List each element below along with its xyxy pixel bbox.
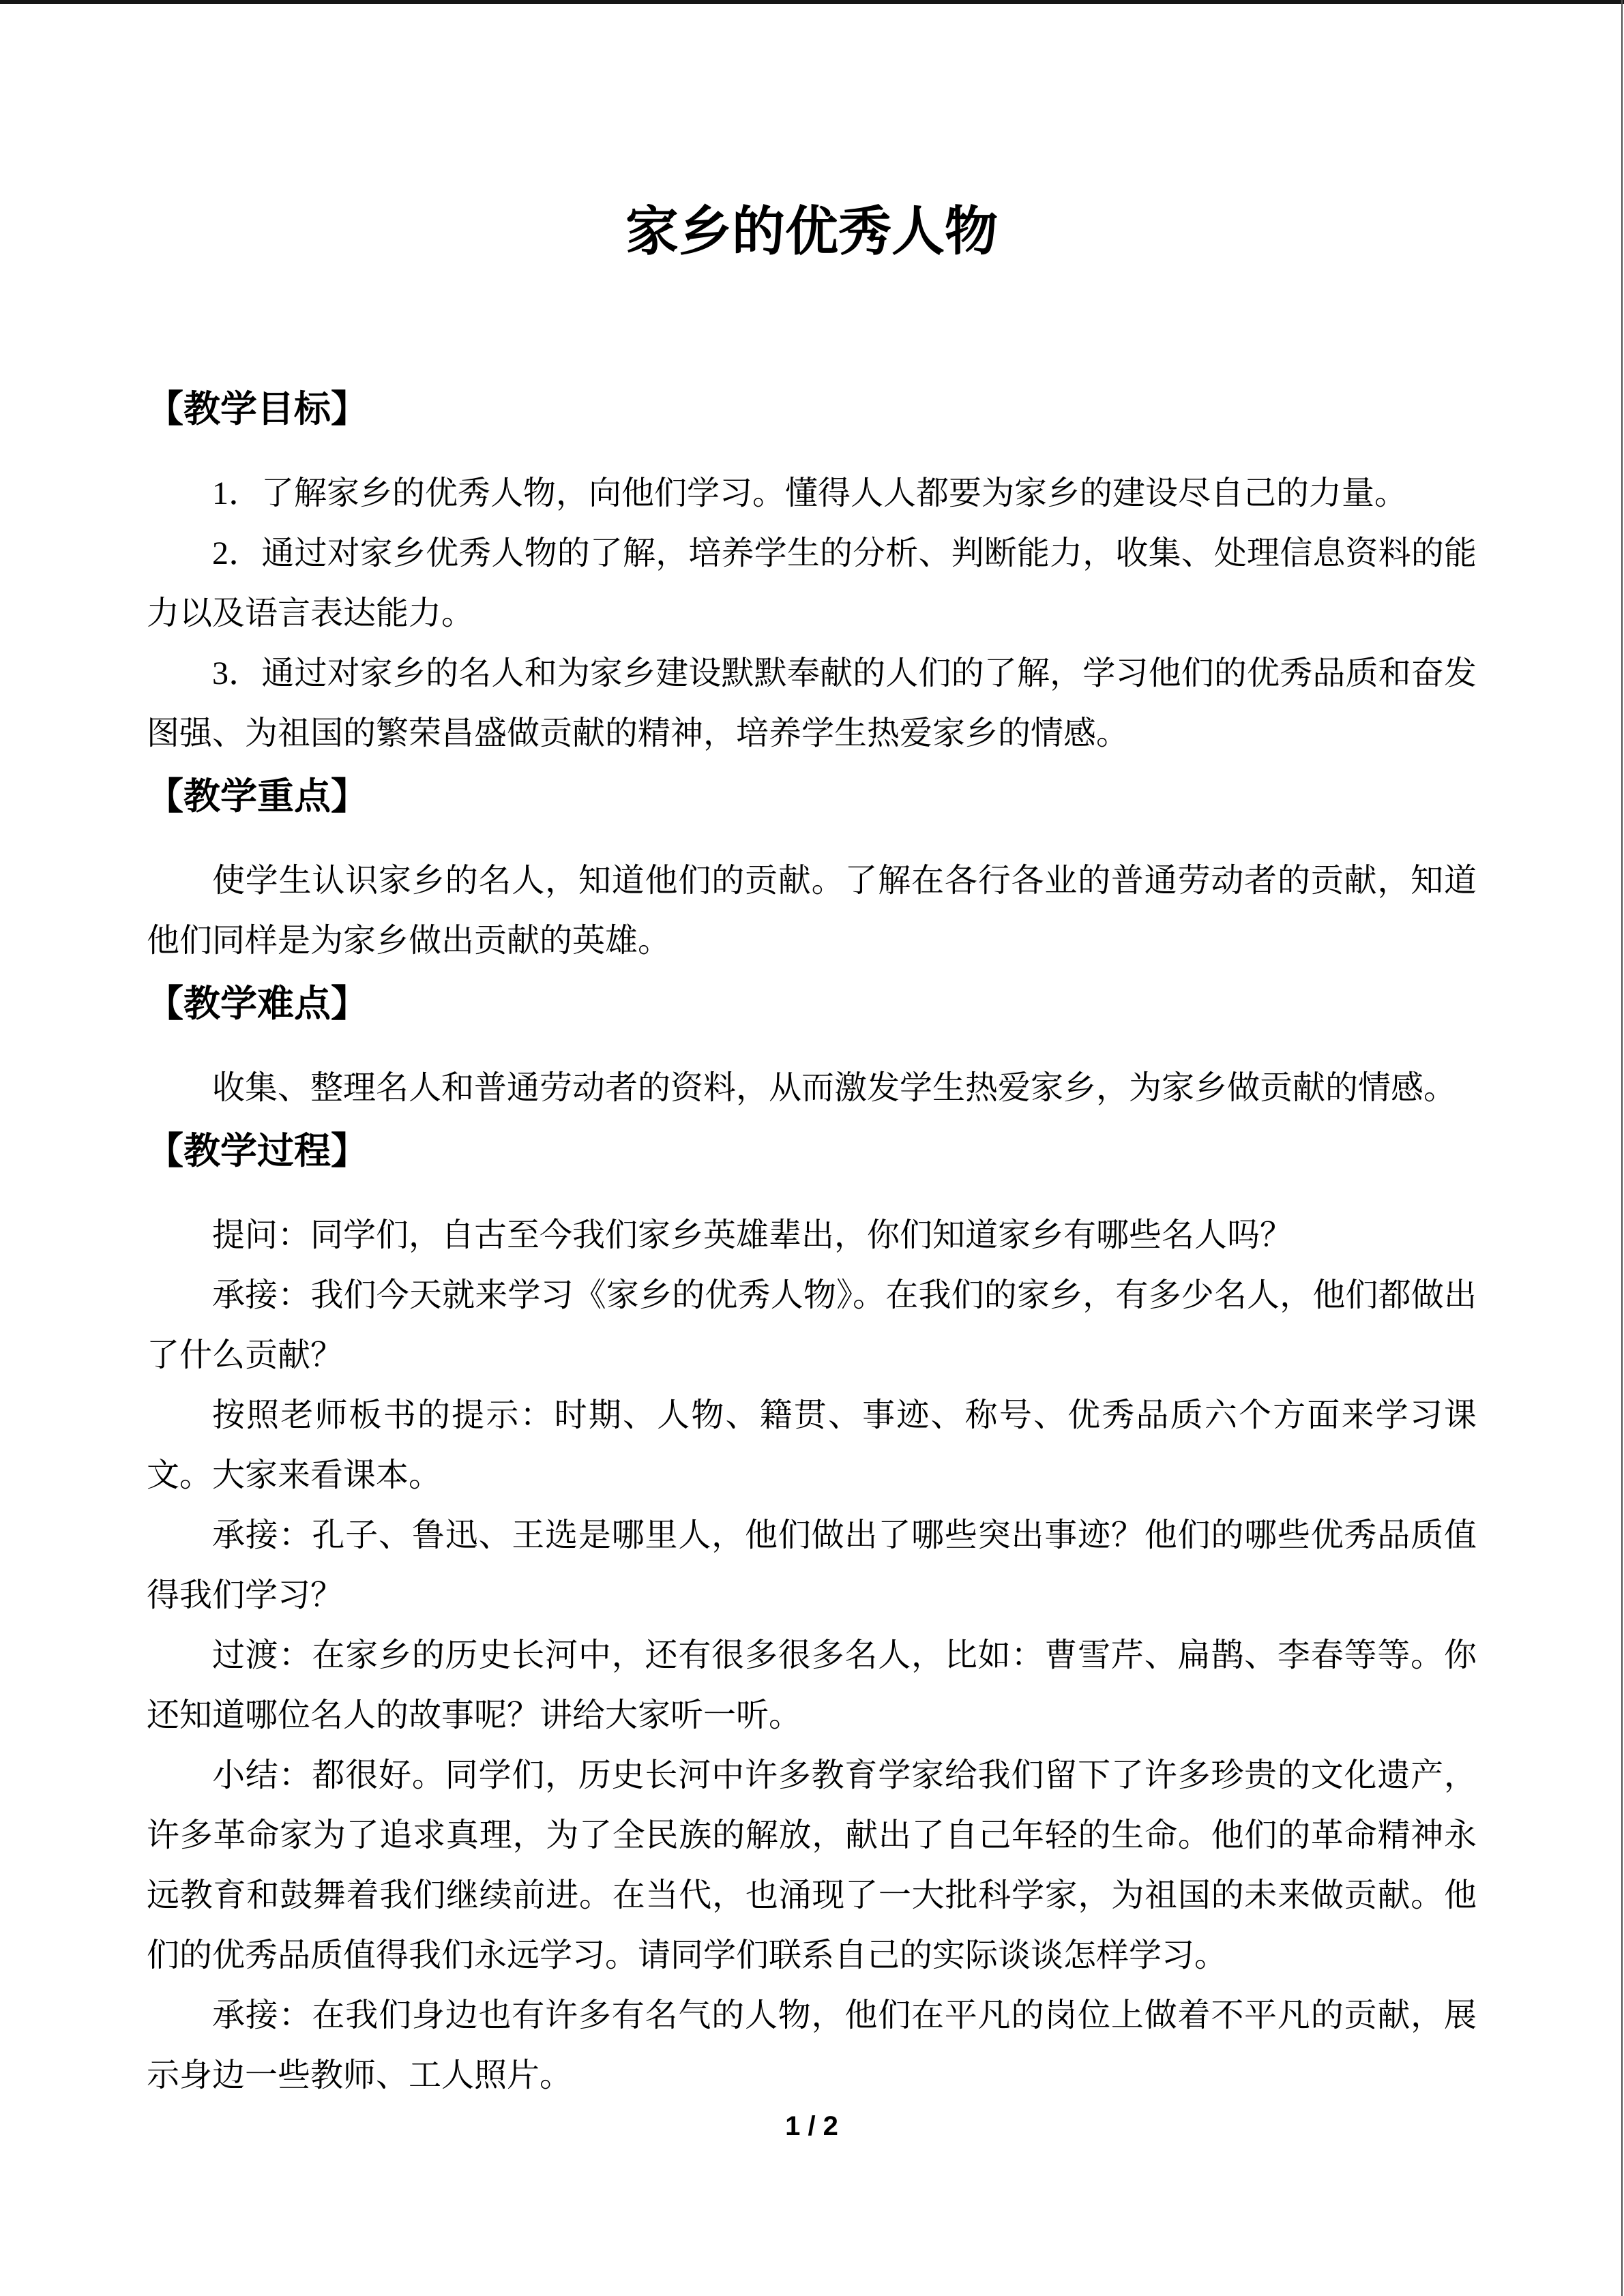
paragraph: 过渡：在家乡的历史长河中，还有很多很多名人，比如：曹雪芹、扁鹊、李春等等。你还知道哪位名人的故事呢？讲给大家听一听。 [147, 1637, 1477, 1733]
paragraph: 1．了解家乡的优秀人物，向他们学习。懂得人人都要为家乡的建设尽自己的力量。 [212, 475, 1408, 511]
document-content [147, 0, 1477, 2106]
section-teaching-focus [147, 766, 1477, 971]
paragraph: 收集、整理名人和普通劳动者的资料，从而激发学生热爱家乡，为家乡做贡献的情感。 [212, 1070, 1457, 1106]
paragraph: 小结：都很好。同学们，历史长河中许多教育学家给我们留下了许多珍贵的文化遗产，许多革命家为了追求真理，为了全民族的解放，献出了自己年轻的生命。他们的革命精神永远教育和鼓舞着我们继续前进。在当代，也涌现了一大批科学家，为祖国的未来做贡献。他们的优秀品质值得我们永远学习。请同学们联系自己的实际谈谈怎样学习。 [147, 1757, 1477, 1973]
paragraph: 按照老师板书的提示：时期、人物、籍贯、事迹、称号、优秀品质六个方面来学习课文。大家来看课本。 [147, 1397, 1477, 1493]
section-teaching-process [147, 1121, 1477, 2106]
section-body [147, 1058, 1477, 1118]
section-body [147, 464, 1477, 764]
paragraph: 3．通过对家乡的名人和为家乡建设默默奉献的人们的了解，学习他们的优秀品质和奋发图强、为祖国的繁荣昌盛做贡献的精神，培养学生热爱家乡的情感。 [147, 655, 1477, 751]
section-body [147, 851, 1477, 971]
section-heading: 【教学目标】 [147, 389, 368, 430]
paragraph: 使学生认识家乡的名人，知道他们的贡献。了解在各行各业的普通劳动者的贡献，知道他们同样是为家乡做出贡献的英雄。 [147, 863, 1477, 959]
paragraph: 2．通过对家乡优秀人物的了解，培养学生的分析、判断能力，收集、处理信息资料的能力以及语言表达能力。 [147, 535, 1477, 631]
section-body [147, 1206, 1477, 2106]
section-heading: 【教学过程】 [147, 1131, 368, 1172]
right-scan-artifact-line [1621, 0, 1623, 2296]
page-title: 家乡的优秀人物 [625, 202, 998, 261]
paragraph: 承接：孔子、鲁迅、王选是哪里人，他们做出了哪些突出事迹？他们的哪些优秀品质值得我们学习？ [147, 1517, 1477, 1613]
page-number: 1 / 2 [785, 2111, 838, 2141]
section-heading: 【教学重点】 [147, 776, 368, 817]
paragraph: 提问：同学们，自古至今我们家乡英雄辈出，你们知道家乡有哪些名人吗？ [212, 1217, 1293, 1253]
paragraph: 承接：在我们身边也有许多有名气的人物，他们在平凡的岗位上做着不平凡的贡献，展示身边一些教师、工人照片。 [147, 1997, 1477, 2093]
paragraph: 承接：我们今天就来学习《家乡的优秀人物》。在我们的家乡，有多少名人，他们都做出了什么贡献？ [147, 1277, 1477, 1373]
section-heading: 【教学难点】 [147, 983, 368, 1024]
section-teaching-difficulty [147, 974, 1477, 1118]
section-teaching-objectives [147, 379, 1477, 764]
